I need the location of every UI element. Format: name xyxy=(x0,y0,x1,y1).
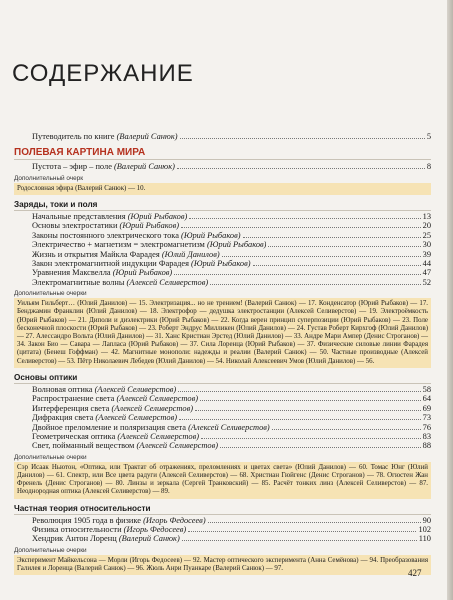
leader-dots xyxy=(253,265,421,266)
page-edge xyxy=(447,0,453,600)
leader-dots xyxy=(200,400,421,401)
page-title: СОДЕРЖАНИЕ xyxy=(12,60,194,87)
toc-list-relativity xyxy=(14,516,431,544)
toc-entry-page: 110 xyxy=(418,534,431,544)
toc-entry[interactable] xyxy=(14,240,431,249)
toc-entry-author: (Алексей Селиверстов) xyxy=(188,422,270,432)
toc-entry-author: (Игорь Федосеев) xyxy=(143,515,206,525)
toc-entry-author: (Юрий Рыбаков) xyxy=(206,240,267,250)
toc-entry-label: Пустота – эфир – поле xyxy=(32,162,112,172)
toc-entry-author: (Валерий Санюк) xyxy=(118,534,180,544)
toc-content xyxy=(14,132,431,575)
toc-entry-label: Революция 1905 года в физике xyxy=(32,515,141,525)
leader-dots xyxy=(189,218,420,219)
toc-entry-page: 69 xyxy=(422,403,431,413)
toc-entry-page: 76 xyxy=(422,422,431,432)
toc-entry-page: 58 xyxy=(422,384,431,394)
toc-entry-page: 44 xyxy=(422,259,431,269)
toc-entry-label: Распространение света xyxy=(32,394,115,404)
toc-entry-label: Свет, поймaнный веществом xyxy=(32,441,135,451)
toc-list-optics xyxy=(14,385,431,451)
leader-dots xyxy=(178,391,420,392)
toc-entry[interactable] xyxy=(14,259,431,268)
toc-entry-label: Закон электромагнитной индукции Фарадея xyxy=(32,259,189,269)
leader-dots xyxy=(188,531,416,532)
section-heading-relativity: Частная теория относительности xyxy=(14,504,431,515)
toc-entry-author: (Алексей Селиверстов) xyxy=(111,403,194,413)
toc-entry-author: (Алексей Селиверстов) xyxy=(136,441,219,451)
toc-entry[interactable] xyxy=(14,212,431,221)
extra-essays-box: Эксперимент Майкельсона — Морли (Игорь Федосеев) — 92. Мастер оптического эксперимента (Анна Семёнова) — 94. Преобразования Галилея и Лоренца (Валерий Санюк) — 96. Жюль Анри Пуанкаре (Валерий Санюк) — 97. xyxy=(14,555,431,575)
leader-dots xyxy=(210,284,420,285)
toc-entry[interactable] xyxy=(14,432,431,441)
extra-essays-box: Сэр Исаак Ньютон, «Оптика, или Трактат об отражениях, преломлениях и цветах света» (Юлий Данилов) — 60. Томас Юнг (Юлий Данилов) — 61. Спектр, или Все цвета радуги (Алексей Селиверстов) — 68. Христиан Гюйгенс (Денис Строганов) — 78. Огюстен Жан Френель (Денис Строганов) — 80. Линзы и зеркала (Сергей Транковский) — 85. Расчёт тонких линз (Алексей Селиверстов) — 87. Неоднородная оптика (Алексей Селиверстов) — 89. xyxy=(14,462,431,499)
toc-entry-label: Физика относительности xyxy=(32,524,122,534)
toc-entry[interactable] xyxy=(14,221,431,230)
toc-entry-page: 5 xyxy=(426,132,431,141)
leader-dots xyxy=(181,227,421,228)
section-heading-charges: Заряды, токи и поля xyxy=(14,200,431,211)
toc-entry-page: 20 xyxy=(422,221,431,231)
toc-entry-page: 90 xyxy=(422,515,431,525)
toc-entry-label: Основы электростатики xyxy=(32,221,118,231)
toc-entry-author: (Алексей Селиверстов) xyxy=(94,384,177,394)
toc-entry-author: (Алексей Селиверстов) xyxy=(117,431,200,441)
toc-entry-author: (Юрий Рыбаков) xyxy=(127,212,188,222)
toc-entry-author: (Алексей Селиверстов) xyxy=(116,394,199,404)
toc-entry-page: 88 xyxy=(422,441,431,451)
toc-entry-author: (Игорь Федосеев) xyxy=(123,524,187,534)
toc-entry-label: Интерференция света xyxy=(32,403,110,413)
toc-entry-page: 52 xyxy=(422,277,431,287)
section-heading-field-picture: ПОЛЕВАЯ КАРТИНА МИРА xyxy=(14,147,431,160)
toc-entry-page: 8 xyxy=(426,162,431,172)
leader-dots xyxy=(177,168,425,169)
leader-dots xyxy=(220,447,421,448)
toc-entry-label: Жизнь и открытия Майкла Фарадея xyxy=(32,249,160,259)
toc-entry-label: Законы постоянного электрического тока xyxy=(32,230,179,240)
toc-entry-author: (Юрий Рыбаков) xyxy=(119,221,180,231)
toc-entry-label: Дифракция света xyxy=(32,413,94,423)
leader-dots xyxy=(201,438,421,439)
toc-entry-label: Электричество + магнетизм = электромагнетизм xyxy=(32,240,205,250)
toc-entry-author: (Юрий Рыбаков) xyxy=(181,230,241,240)
toc-list-charges xyxy=(14,212,431,287)
toc-entry-author: (Юрий Рыбаков) xyxy=(191,259,251,269)
toc-entry-guide[interactable] xyxy=(14,132,431,141)
toc-entry-page: 47 xyxy=(422,268,431,278)
leader-dots xyxy=(195,410,421,411)
toc-entry-page: 30 xyxy=(422,240,431,250)
toc-entry-label: Волновая оптика xyxy=(32,384,93,394)
section-heading-optics: Основы оптики xyxy=(14,373,431,384)
extra-essay-label: Дополнительный очерк xyxy=(14,174,84,182)
toc-entry[interactable] xyxy=(14,423,431,432)
toc-entry[interactable] xyxy=(14,525,431,534)
toc-entry[interactable] xyxy=(14,441,431,450)
toc-entry-label: Уравнения Максвелла xyxy=(32,268,111,278)
toc-entry-author: (Валерий Санюк) xyxy=(116,132,178,141)
toc-entry-label: Начальные представления xyxy=(32,212,126,222)
toc-entry[interactable] xyxy=(14,231,431,240)
leader-dots xyxy=(179,419,421,420)
toc-entry[interactable] xyxy=(14,413,431,422)
toc-entry-page: 39 xyxy=(422,249,431,259)
extra-essays-label: Дополнительные очерки xyxy=(14,453,87,461)
leader-dots xyxy=(180,138,425,139)
extra-essays-box: Уильям Гильберт… (Юлий Данилов) — 15. Электризация... но не трением! (Валерий Санюк) — 17. Конденсатор (Юрий Рыбаков) — 17. Бенджамин Франклин (Юлий Данилов) — 18. Электрофор — дедушка электростанции (Алексей Селиверстов) — 19. Электроёмкость (Юрий Рыбаков) — 21. Диполи и диэлектрики (Юрий Рыбаков) — 22. Когда верен принцип суперпозиции (Юрий Рыбаков) — 23. Поле бесконечной плоскости (Юрий Рыбаков) — 23. Роберт Эндрус Милликен (Юлий Данилов) — 24. Густав Роберт Кирхгоф (Юлий Данилов) — 27. Алессандро Вольта (Юлий Данилов) — 31. Ханс Кристиан Эрстед (Юлий Данилов) — 33. Андре Мари Ампер (Денис Строганов) — 34. Закон Био — Савара — Лапласа (Юрий Рыбаков) — 37. Сила Лоренца (Юрий Рыбаков) — 37. Физические силовые линии Фарадея (цитата) (Бенеш Гоффман) — 42. Магнитные монополи: надежды и реалии (Валерий Санюк) — 50. Частные производные (Алексей Селиверстов) — 53. Пётр Николаевич Лебедев (Юлий Данилов) — 54. Николай Алексеевич Умов (Юлий Данилов) — 56. xyxy=(14,298,431,368)
leader-dots xyxy=(174,274,420,275)
toc-entry-label: Путеводитель по книге xyxy=(32,132,115,141)
toc-entry-page: 73 xyxy=(422,413,431,423)
toc-entry-label: Электромагнитные волны xyxy=(32,277,125,287)
toc-entry-page: 25 xyxy=(422,230,431,240)
toc-entry-author: (Алексей Селиверстов) xyxy=(126,277,209,287)
toc-entry-label: Геометрическая оптика xyxy=(32,431,116,441)
page-number: 427 xyxy=(408,568,422,578)
toc-entry-page: 64 xyxy=(422,394,431,404)
toc-entry-author: (Алексей Селиверстов) xyxy=(95,413,178,423)
toc-entry[interactable] xyxy=(14,385,431,394)
toc-entry[interactable] xyxy=(14,404,431,413)
toc-entry-page: 102 xyxy=(418,524,431,534)
toc-entry-author: (Валерий Санюк) xyxy=(114,162,175,172)
toc-entry[interactable] xyxy=(14,250,431,259)
toc-entry[interactable] xyxy=(14,394,431,403)
leader-dots xyxy=(222,256,421,257)
toc-entry-page: 13 xyxy=(422,212,431,222)
toc-entry-page: 83 xyxy=(422,431,431,441)
toc-entry-void-ether-field[interactable] xyxy=(14,162,431,171)
toc-entry-label: Хендрик Антон Лоренц xyxy=(32,534,117,544)
leader-dots xyxy=(272,429,421,430)
toc-entry[interactable] xyxy=(14,268,431,277)
toc-entry-author: (Юлий Данилов) xyxy=(161,249,220,259)
extra-essays-label: Дополнительные очерки xyxy=(14,290,87,298)
toc-entry[interactable] xyxy=(14,278,431,287)
toc-entry-label: Двойное преломление и поляризация света xyxy=(32,422,187,432)
leader-dots xyxy=(208,522,421,523)
extra-essays-label: Дополнительные очерки xyxy=(14,546,87,554)
toc-entry[interactable] xyxy=(14,516,431,525)
leader-dots xyxy=(182,540,417,541)
leader-dots xyxy=(243,237,421,238)
toc-entry-author: (Юрий Рыбаков) xyxy=(112,268,173,278)
toc-entry[interactable] xyxy=(14,534,431,543)
leader-dots xyxy=(268,246,420,247)
extra-essays-box: Родословная эфира (Валерий Санюк) — 10. xyxy=(14,183,431,195)
